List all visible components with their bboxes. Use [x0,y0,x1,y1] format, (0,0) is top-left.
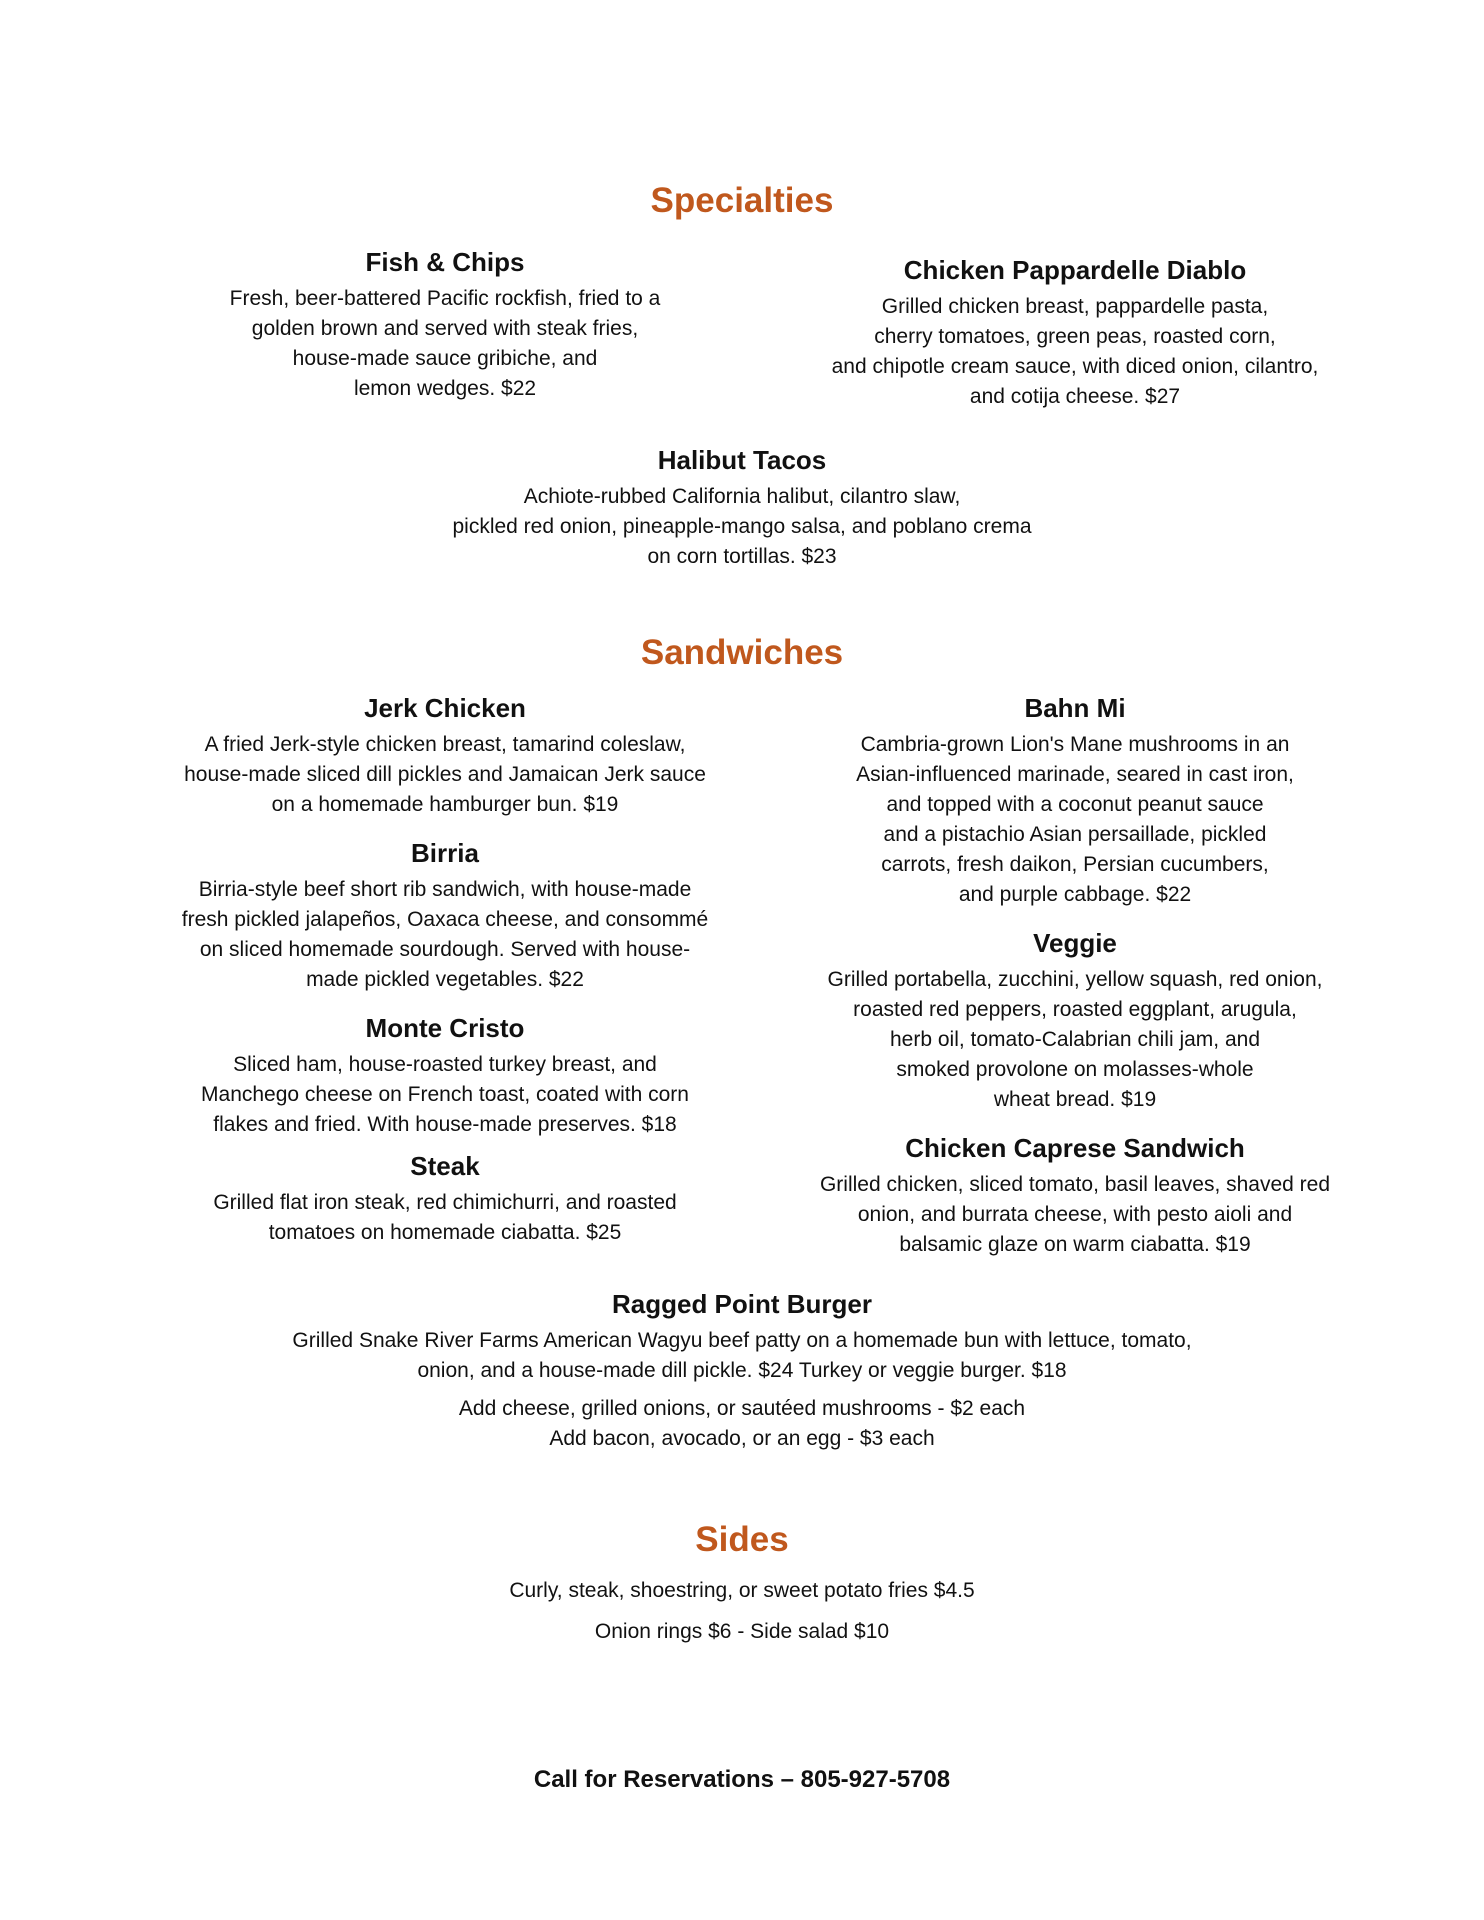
item-description: Grilled Snake River Farms American Wagyu beef patty on a homemade bun with lettuce, tomato, onion, and a house-made dill pickle. $24 Turkey or veggie burger. $18 [292,1328,1192,1382]
section-title-sides: Sides [695,1520,789,1559]
item-description: Grilled chicken breast, pappardelle pasta, cherry tomatoes, green peas, roasted corn, and chipotle cream sauce, with diced onion, cilantro, and cotija cheese. $27 [831,294,1319,408]
menu-item-bahn-mi [785,694,1365,910]
sides-line-rings-salad: Onion rings $6 - Side salad $10 [594,1620,890,1643]
menu-item-ragged-point-burger [192,1290,1292,1386]
menu-item-jerk-chicken [150,694,740,820]
sides-line-fries: Curly, steak, shoestring, or sweet potato fries $4.5 [509,1579,975,1602]
item-name: Veggie [1033,928,1117,958]
menu-item-fish-and-chips [160,248,730,404]
item-name: Steak [410,1151,480,1181]
menu-item-chicken-pappardelle-diablo [780,256,1370,412]
reservations-call: Call for Reservations – 805-927-5708 [533,1766,951,1793]
menu-item-steak [150,1152,740,1248]
item-name: Halibut Tacos [657,445,827,475]
item-description: Grilled chicken, sliced tomato, basil leaves, shaved red onion, and burrata cheese, with pesto aioli and balsamic glaze on warm ciabatta. $19 [819,1172,1331,1256]
section-title-specialties: Specialties [650,181,834,220]
item-description: Fresh, beer-battered Pacific rockfish, fried to a golden brown and served with steak fries, house-made sauce gribiche, and lemon wedges. $22 [229,286,661,400]
item-description: Achiote-rubbed California halibut, cilantro slaw, pickled red onion, pineapple-mango salsa, and poblano crema on corn tortillas. $23 [452,484,1032,568]
item-name: Bahn Mi [1024,693,1126,723]
item-name: Monte Cristo [365,1013,525,1043]
item-description: Grilled portabella, zucchini, yellow squash, red onion, roasted red peppers, roasted eggplant, arugula, herb oil, tomato-Calabrian chili jam, and smoked provolone on molasses-whole wheat bread. $19 [827,967,1323,1111]
item-name: Birria [411,838,479,868]
menu-item-veggie [785,929,1365,1115]
menu-item-monte-cristo [150,1014,740,1140]
menu-item-chicken-caprese-sandwich [785,1134,1365,1260]
item-description: A fried Jerk-style chicken breast, tamarind coleslaw, house-made sliced dill pickles and Jamaican Jerk sauce on a homemade hamburger bun. $19 [184,732,706,816]
item-name: Fish & Chips [365,247,525,277]
item-description: Grilled flat iron steak, red chimichurri, and roasted tomatoes on homemade ciabatta. $25 [213,1190,677,1244]
menu-item-halibut-tacos [342,446,1142,572]
add-ons-note: Add cheese, grilled onions, or sautéed mushrooms - $2 each Add bacon, avocado, or an egg - $3 each [458,1397,1026,1450]
section-title-sandwiches: Sandwiches [640,633,844,672]
item-description: Birria-style beef short rib sandwich, with house-made fresh pickled jalapeños, Oaxaca cheese, and consommé on sliced homemade sourdough. Served with house- made pickled vegetables. $22 [181,877,709,991]
item-name: Chicken Caprese Sandwich [905,1133,1245,1163]
item-description: Sliced ham, house-roasted turkey breast, and Manchego cheese on French toast, coated with corn flakes and fried. With house-made preserves. $18 [201,1052,689,1136]
item-name: Ragged Point Burger [611,1289,872,1319]
item-name: Jerk Chicken [364,693,526,723]
item-description: Cambria-grown Lion's Mane mushrooms in an Asian-influenced marinade, seared in cast iron, and topped with a coconut peanut sauce and a pistachio Asian persaillade, pickled carrots, fresh daikon, Persian cucumbers, and purple cabbage. $22 [856,732,1294,906]
item-name: Chicken Pappardelle Diablo [903,255,1247,285]
menu-item-birria [150,839,740,995]
